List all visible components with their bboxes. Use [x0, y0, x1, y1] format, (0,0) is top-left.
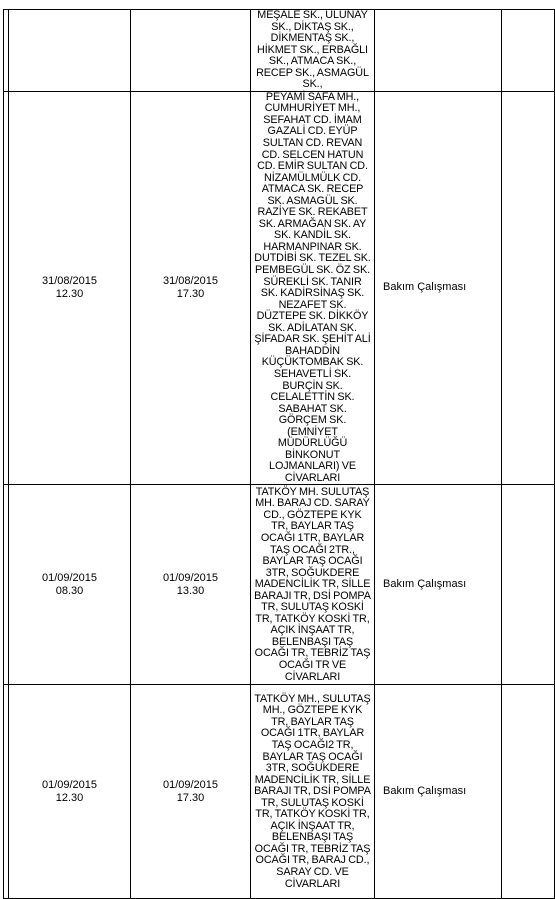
affected-area: MEŞALE SK., ULUNAY SK., DİKTAŞ SK., DİKMENTAŞ SK., HİKMET SK., ERBAĞLI SK., ATMACA SK., RECEP SK., ASMAGÜL SK., [256, 9, 369, 91]
table-row [4, 10, 555, 92]
reason-cell [375, 685, 502, 899]
start-date: 01/09/2015 [41, 778, 98, 791]
area-cell [251, 485, 375, 685]
end-cell [131, 10, 251, 92]
end-time: 17.30 [176, 791, 205, 804]
reason-cell [375, 10, 502, 92]
start-cell [9, 685, 131, 899]
area-cell [251, 10, 375, 92]
extra-cell [502, 91, 555, 485]
extra-cell [502, 685, 555, 899]
reason-cell [375, 91, 502, 485]
start-time: 12.30 [55, 288, 84, 301]
start-cell [9, 10, 131, 92]
affected-area: TATKÖY MH. SULUTAŞ MH. BARAJ CD. SARAY CD., GÖZTEPE KYK TR, BAYLAR TAŞ OCAĞI 1TR, BAYLAR TAŞ OCAĞI 2TR., BAYLAR TAŞ OCAĞI 3TR, SOĞUKDERE MADENCİLİK TR, SİLLE BARAJI TR, DSİ POMPA TR, SULUTAŞ KOSKİ TR, TATKÖY KOSKİ TR, AÇIK İNŞAAT TR, BELENBAŞI TAŞ OCAĞI TR, TEBRİZ TAŞ OCAĞI TR VE CİVARLARI [254, 485, 371, 683]
start-time: 08.30 [55, 584, 84, 597]
outage-reason: Bakım Çalışması [383, 785, 467, 798]
extra-cell [502, 10, 555, 92]
end-cell [131, 485, 251, 685]
start-cell [9, 485, 131, 685]
end-cell [131, 91, 251, 485]
outage-reason: Bakım Çalışması [383, 281, 467, 294]
area-cell [251, 685, 375, 899]
end-time: 17.30 [176, 288, 205, 301]
start-date: 01/09/2015 [41, 571, 98, 584]
table-row [4, 485, 555, 685]
end-cell [131, 685, 251, 899]
end-date: 01/09/2015 [162, 571, 219, 584]
affected-area: PEYAMİ SAFA MH., CUMHURİYET MH., SEFAHAT CD. İMAM GAZALİ CD. EYÜP SULTAN CD. REVAN CD. SELCEN HATUN CD. EMİR SULTAN CD. NİZAMÜLMÜLK CD. ATMACA SK. RECEP SK. ASMAGÜL SK. RAZİYE SK. REKABET SK. ARMAĞAN SK. AY SK. KANDİL SK. HARMANPINAR SK. DUTDİBİ SK. TEZEL SK. PEMBEGÜL SK. ÖZ SK. SÜREKLİ SK. TANIR SK. KADİRSİNAŞ SK. NEZAFET SK. DÜZTEPE SK. DİKKÖY SK. ADİLATAN SK. ŞİFADAR SK. ŞEHİT ALİ BAHADDİN KÜÇÜKTOMBAK SK. SEHAVETLİ SK. BURÇİN SK. CELALETTİN SK. SABAHAT SK. GÖRÇEM SK. (EMNİYET MÜDÜRLÜĞÜ BİNKONUT LOJMANLARI) VE CİVARLARI [254, 90, 371, 484]
table-row [4, 91, 555, 485]
end-date: 31/08/2015 [162, 275, 219, 288]
outage-reason: Bakım Çalışması [383, 578, 467, 591]
end-time: 13.30 [176, 584, 205, 597]
extra-cell [502, 485, 555, 685]
area-cell [251, 91, 375, 485]
reason-cell [375, 485, 502, 685]
table-row [4, 685, 555, 899]
start-time: 12.30 [55, 791, 84, 804]
start-date: 31/08/2015 [41, 275, 98, 288]
outage-table [3, 9, 555, 899]
start-cell [9, 91, 131, 485]
end-date: 01/09/2015 [162, 778, 219, 791]
affected-area: TATKÖY MH., SULUTAŞ MH., GÖZTEPE KYK TR, BAYLAR TAŞ OCAĞI 1TR, BAYLAR TAŞ OCAĞI2 TR, BAYLAR TAŞ OCAĞI 3TR, SOĞUKDERE MADENCİLİK TR, SİLLE BARAJI TR, DSİ POMPA TR, SULUTAŞ KOSKİ TR, TATKÖY KOSKİ TR, AÇIK İNŞAAT TR, BELENBAŞI TAŞ OCAĞI TR, TEBRİZ TAŞ OCAĞI TR, BARAJ CD., SARAY CD. VE CİVARLARI [254, 692, 371, 890]
